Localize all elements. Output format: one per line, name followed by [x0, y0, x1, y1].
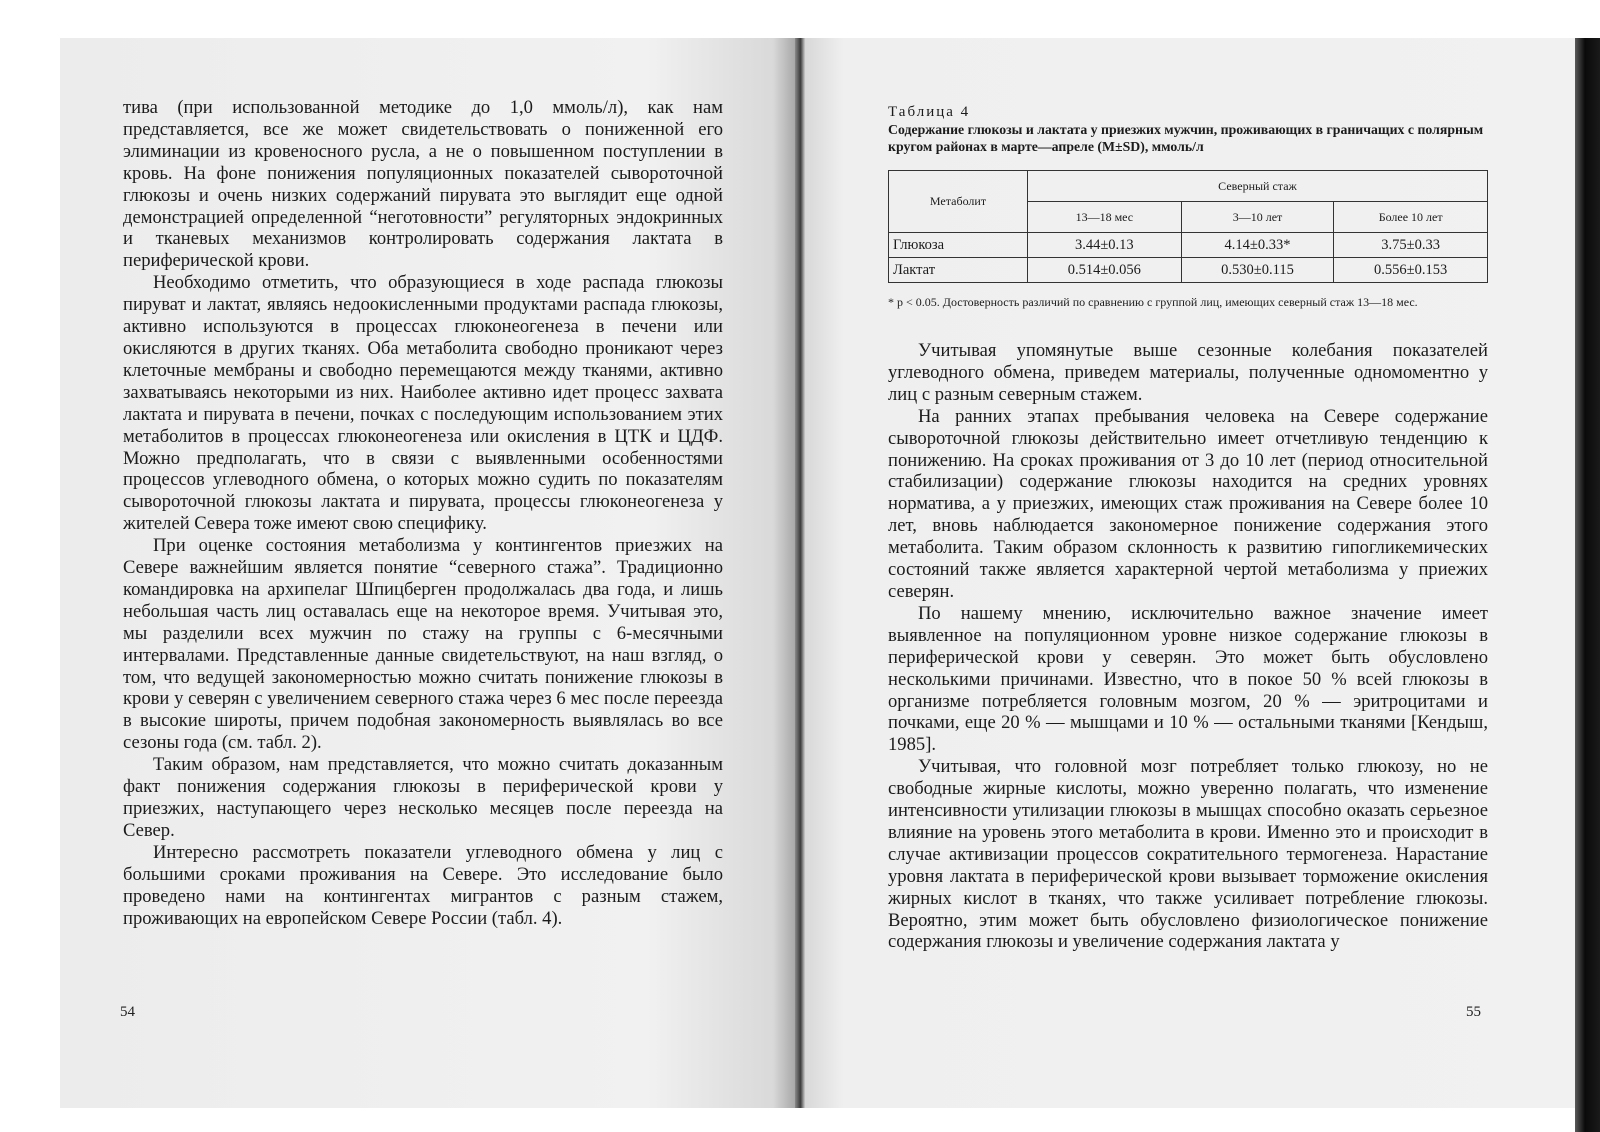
paragraph: Интересно рассмотреть показатели углеводного обмена у лиц с большими сроками проживания на Севере. Это исследование было проведено нами на контингентах мигрантов с разным стажем, проживающих на европейском Севере России (табл. 4).: [123, 841, 723, 929]
table-cell: 3.75±0.33: [1334, 233, 1488, 258]
paragraph: По нашему мнению, исключительно важное значение имеет выявленное на популяционном уровне низкое содержание глюкозы в периферической крови у северян. Это может быть обусловлено несколькими причинами. Известно, что в покое 50 % всей глюкозы в организме потребляется головным мозгом, 20 % — эритроцитами и почками, еще 20 % — мышцами и 10 % — остальными тканями [Кендыш, 1985].: [888, 602, 1488, 756]
paragraph: Таким образом, нам представляется, что можно считать доказанным факт понижения содержания глюкозы в периферической крови у приезжих, наступающего через несколько месяцев после переезда на Север.: [123, 754, 723, 841]
table-cell: 0.514±0.056: [1028, 258, 1182, 283]
header-metabolite: Метаболит: [889, 171, 1028, 233]
paragraph: Учитывая, что головной мозг потребляет только глюкозу, но не свободные жирные кислоты, можно уверенно полагать, что изменение интенсивности утилизации глюкозы в мышцах способно оказать серьезное влияние на уровень этого метаболита в крови. Именно это и происходит в случае активизации процессов сократительного термогенеза. Нарастание уровня лактата в периферической крови вызывает торможение окисления жирных кислот в тканях, что также усиливает потребление глюкозы. Вероятно, этим может быть обусловлено физиологическое понижение содержания глюкозы и увеличение содержания лактата у: [888, 756, 1488, 953]
subheader-cell: 3—10 лет: [1181, 202, 1334, 233]
table-row: [889, 258, 1488, 283]
paragraph: На ранних этапах пребывания человека на Севере содержание сывороточной глюкозы действительно имеет отчетливую тенденцию к понижению. На сроках проживания от 3 до 10 лет (период относительной стабилизации) содержание глюкозы находится на средних уровнях норматива, а у приезжих, имеющих стаж проживания на Севере более 10 лет, вновь наблюдается закономерное понижение содержания этого метаболита. Таким образом склонность к развитию гипогликемических состояний также является характерной чертой метаболизма у приежих северян.: [888, 405, 1488, 602]
paragraph: Необходимо отметить, что образующиеся в ходе распада глюкозы пируват и лактат, являясь недоокисленными продуктами распада глюкозы, активно используются в процессах глюконеогенеза в печени или окисляются в других тканях. Оба метаболита свободно проникают через клеточные мембраны и свободно перемещаются между тканями, активно захватываясь некоторыми из них. Наиболее активно идет процесс захвата лактата и пирувата в печени, почках с последующим использованием этих метаболитов в процессах глюконеогенеза или окисления в ЦТК и ЦДФ. Можно предполагать, что в связи с выявленными особенностями процессов углеводного обмена, о которых можно судить по показателям сывороточной глюкозы лактата и пирувата, процессы глюконеогенеза у жителей Севера тоже имеют свою специфику.: [123, 272, 723, 535]
left-page-body: [123, 97, 723, 929]
table-header-row: [889, 171, 1488, 202]
table-title: Содержание глюкозы и лактата у приезжих мужчин, проживающих в граничащих с полярным кругом районах в марте—апреле (M±SD), ммоль/л: [888, 122, 1484, 154]
row-label: Глюкоза: [889, 233, 1028, 258]
book-gutter: [795, 38, 805, 1108]
table-cell: 0.556±0.153: [1334, 258, 1488, 283]
table-label: Таблица 4: [888, 104, 971, 120]
paragraph: При оценке состояния метаболизма у контингентов приезжих на Севере важнейшим является понятие “северного стажа”. Традиционно командировка на архипелаг Шпицберген продолжалась два года, и лишь небольшая часть лиц оставалась еще на некоторое время. Учитывая это, мы разделили всех мужчин по стажу на группы с 6-месячными интервалами. Представленные данные свидетельствуют, на наш взгляд, о том, что ведущей закономерностью можно считать понижение глюкозы в крови у северян с увеличением северного стажа через 6 мес после переезда в высокие широты, причем подобная закономерность выявлялась во все сезоны года (см. табл. 2).: [123, 535, 723, 754]
subheader-cell: 13—18 мес: [1028, 202, 1182, 233]
paragraph: тива (при использованной методике до 1,0 ммоль/л), как нам представляется, все же может свидетельствовать о пониженной его элиминации из кровеносного русла, а не о повышенном поступлении в кровь. На фоне понижения популяционных показателей сывороточной глюкозы и очень низких содержаний пирувата это выглядит еще одной демонстрацией определенной “неготовности” регуляторных эндокринных и тканевых механизмов контролировать содержания лактата в периферической крови.: [123, 97, 723, 272]
table-footnote: * p < 0.05. Достоверность различий по сравнению с группой лиц, имеющих северный стаж 13—18 мес.: [888, 295, 1418, 309]
table-caption: [888, 103, 1508, 155]
page-number-left: 54: [120, 1004, 135, 1020]
data-table: [888, 170, 1488, 283]
page-number-right: 55: [1466, 1004, 1481, 1020]
row-label: Лактат: [889, 258, 1028, 283]
table-cell: 4.14±0.33*: [1181, 233, 1334, 258]
subheader-cell: Более 10 лет: [1334, 202, 1488, 233]
table-cell: 0.530±0.115: [1181, 258, 1334, 283]
right-page-body: [888, 340, 1488, 953]
scan-edge: [1575, 38, 1600, 1132]
paragraph: Учитывая упомянутые выше сезонные колебания показателей углеводного обмена, приведем материалы, полученные одномоментно у лиц с разным северным стажем.: [888, 340, 1488, 405]
table-row: [889, 233, 1488, 258]
header-northern-tenure: Северный стаж: [1028, 171, 1488, 202]
table-cell: 3.44±0.13: [1028, 233, 1182, 258]
